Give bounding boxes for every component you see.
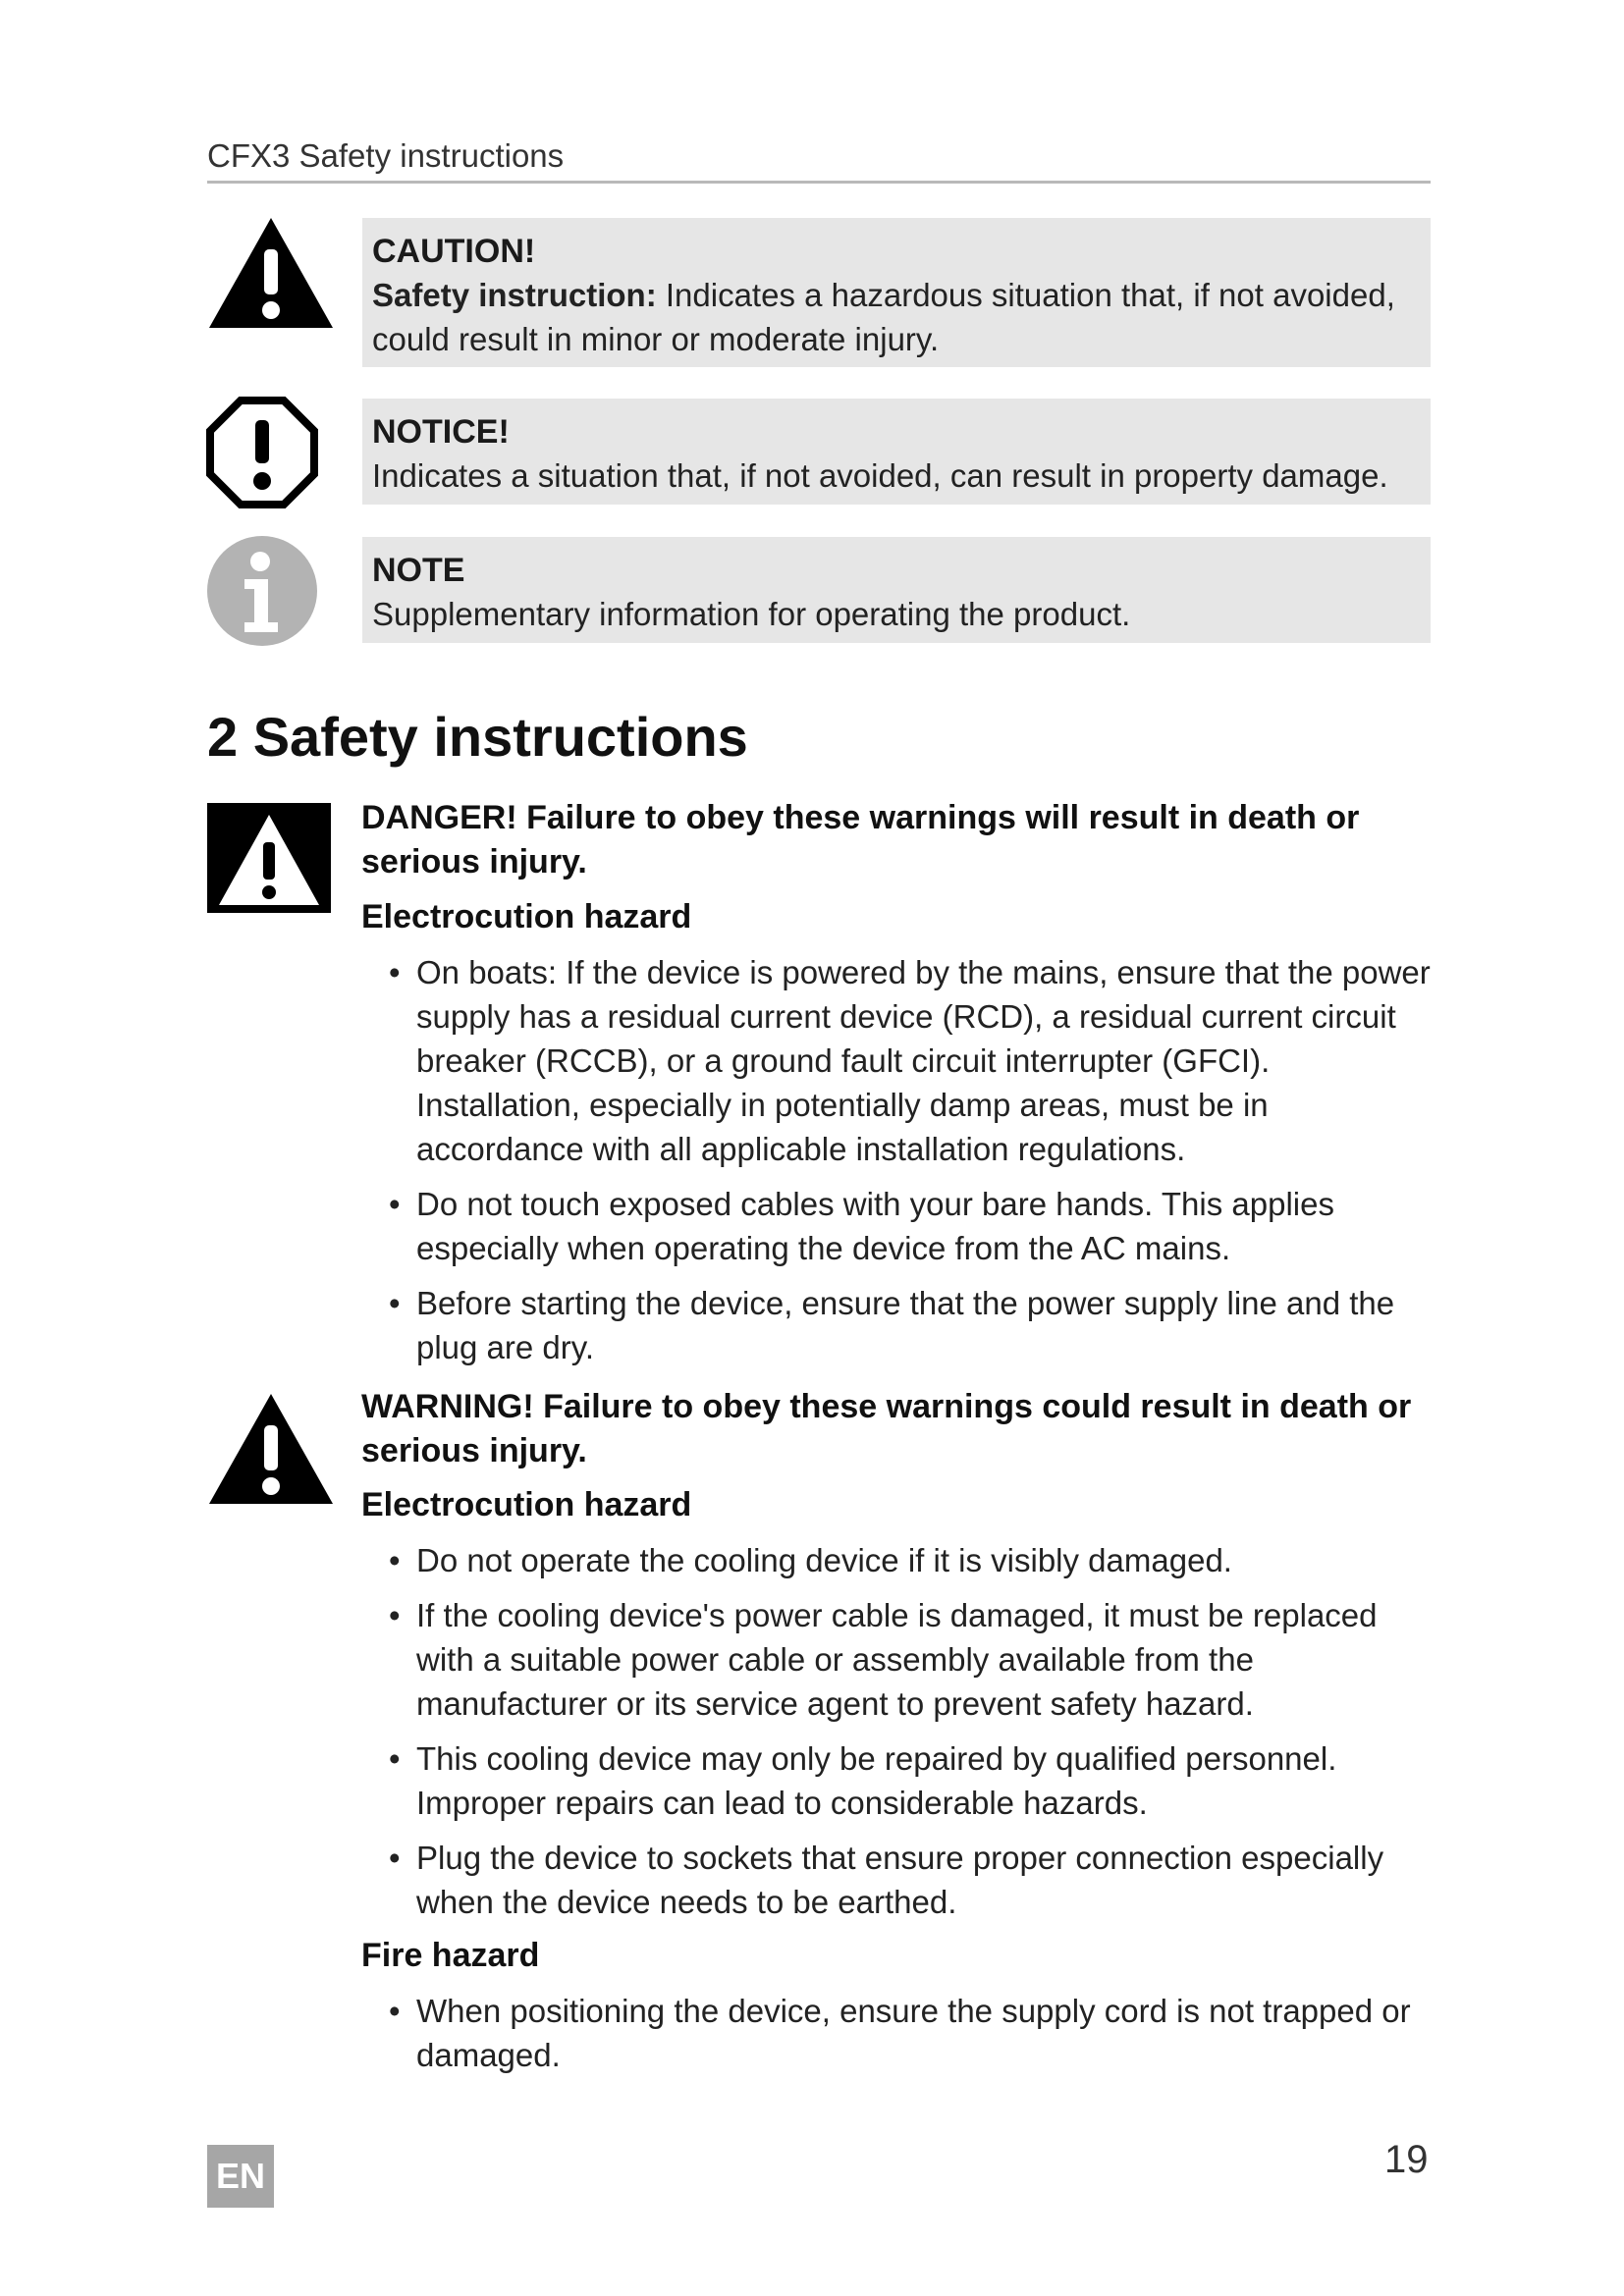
list-item: • On boats: If the device is powered by the mains, ensure that the power supply has a residual current device (RCD), a residual current circuit breaker (RCCB), or a ground fault circuit interrupter (GFCI). Installation, especially in potentially damp areas, must be in accordance with all applicable installation regulations. <box>389 954 1431 1167</box>
danger-bullet-list <box>361 950 1432 1380</box>
danger-hazard-heading: Electrocution hazard <box>361 898 692 935</box>
warning-fire-heading: Fire hazard <box>361 1937 540 1974</box>
header-rule <box>207 181 1431 184</box>
language-badge: EN <box>207 2145 274 2208</box>
caution-text <box>372 273 1421 361</box>
danger-signal-word: DANGER! Failure to obey these warnings will result in death or serious injury. <box>361 799 1360 881</box>
note-body: Supplementary information for operating the product. <box>372 596 1131 632</box>
warning-triangle-icon <box>207 1392 335 1506</box>
list-item: • Do not operate the cooling device if it is visibly damaged. <box>389 1542 1232 1578</box>
caution-label: Safety instruction: <box>372 277 657 313</box>
list-item: • Plug the device to sockets that ensure proper connection especially when the device needs to be earthed. <box>389 1840 1384 1920</box>
page-number: 19 <box>1384 2138 1429 2181</box>
caution-box <box>362 218 1431 367</box>
section-title: 2 Safety instructions <box>207 706 748 768</box>
notice-octagon-icon <box>206 397 318 508</box>
running-header: CFX3 Safety instructions <box>207 137 565 174</box>
note-title: NOTE <box>372 552 465 589</box>
warning-fire-list <box>361 1989 1432 2088</box>
warning-electrocution-heading: Electrocution hazard <box>361 1486 692 1523</box>
danger-warning-icon <box>207 803 331 913</box>
list-item: • Before starting the device, ensure that the power supply line and the plug are dry. <box>389 1285 1395 1365</box>
warning-signal-word: WARNING! Failure to obey these warnings could result in death or serious injury. <box>361 1388 1412 1469</box>
info-icon <box>207 536 317 646</box>
notice-body: Indicates a situation that, if not avoided, can result in property damage. <box>372 457 1388 494</box>
list-item: • If the cooling device's power cable is damaged, it must be replaced with a suitable power cable or assembly available from the manufacturer or its service agent to prevent safety hazard. <box>389 1597 1378 1722</box>
caution-body: Indicates a hazardous situation that, if not avoided, could result in minor or moderate injury. <box>372 277 1395 357</box>
list-item: • When positioning the device, ensure the supply cord is not trapped or damaged. <box>389 1993 1411 2073</box>
list-item: • This cooling device may only be repaired by qualified personnel. Improper repairs can lead to considerable hazards. <box>389 1740 1337 1821</box>
warning-electrocution-list <box>361 1538 1432 1935</box>
note-box <box>362 537 1431 643</box>
list-item: • Do not touch exposed cables with your bare hands. This applies especially when operating the device from the AC mains. <box>389 1186 1334 1266</box>
notice-title: NOTICE! <box>372 413 510 451</box>
caution-title: CAUTION! <box>372 233 536 270</box>
notice-box <box>362 399 1431 505</box>
caution-warning-triangle-icon <box>207 216 335 330</box>
